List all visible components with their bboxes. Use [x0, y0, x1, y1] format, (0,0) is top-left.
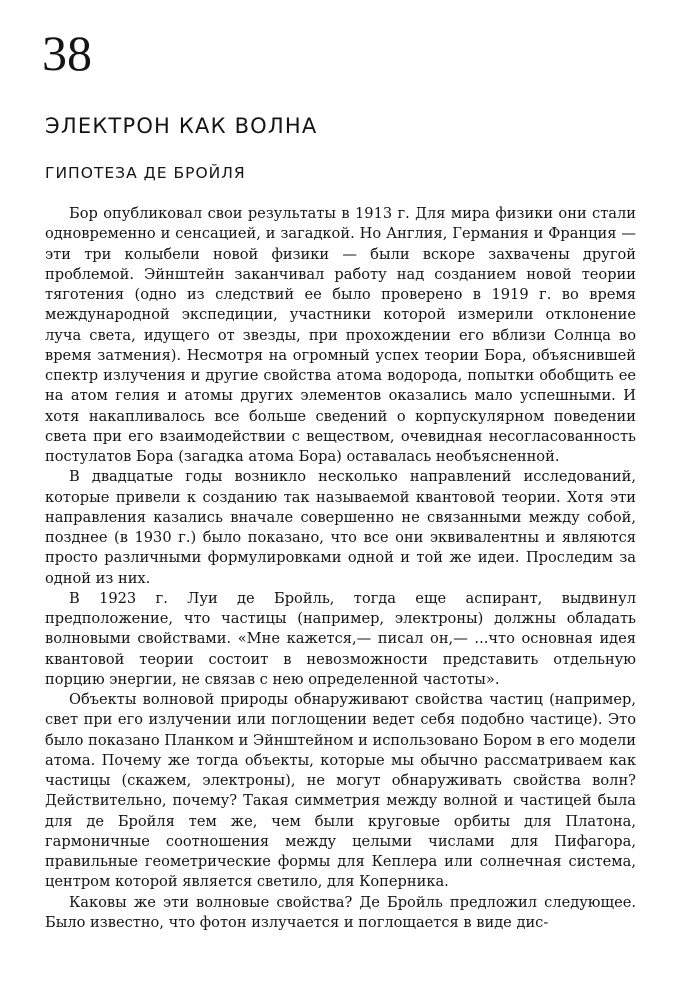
paragraph-4: Объекты волновой природы обнаруживают свойства частиц (например, свет при его излучении или поглощении ведет себя подобно частице). Это было показано Планком и Эйнштейном и использовано Бором в его модели атома. Почему же тогда объекты, которые мы обычно рассматриваем как частицы (скажем, электроны), не могут обнаруживать свойства волн? Действительно, почему? Такая симметрия между волной и частицей была для де Бройля тем же, чем были круговые орбиты для Платона, гармоничные соотношения между целыми числами для Пифагора, правильные геометрические формы для Кеплера или солнечная система, центром которой является светило, для Коперника.: [45, 691, 636, 891]
paragraph-3: В 1923 г. Луи де Бройль, тогда еще аспирант, выдвинул предположение, что частицы (например, электроны) должны обладать волновыми свойствами. «Мне кажется,— писал он,— ...что основная идея квантовой теории состоит в невозможности представить отдельную порцию энергии, не связав с нею определенной частоты».: [45, 589, 636, 688]
paragraph-5: Каковы же эти волновые свойства? Де Бройль предложил следующее. Было известно, что фотон излучается и поглощается в виде дис-: [45, 893, 636, 931]
chapter-number: 38: [42, 25, 92, 81]
paragraph-1: Бор опубликовал свои результаты в 1913 г. Для мира физики они стали одновременно и сенсацией, и загадкой. Но Англия, Германия и Франция — эти три колыбели новой физики — были вскоре захвачены другой проблемой. Эйнштейн заканчивал работу над созданием новой теории тяготения (одно из следствий ее было проверено в 1919 г. во время международной экспедиции, участники которой измерили отклонение луча света, идущего от звезды, при прохождении его вблизи Солнца во время затмения). Несмотря на огромный успех теории Бора, объяснившей спектр излучения и другие свойства атома водорода, попытки обобщить ее на атом гелия и атомы других элементов оказались мало успешными. И хотя накапливалось все больше сведений о корпускулярном поведении света при его взаимодействии с веществом, очевидная несогласованность постулатов Бора (загадка атома Бора) оставалась необъясненной.: [45, 205, 636, 465]
chapter-title: ЭЛЕКТРОН КАК ВОЛНА: [45, 114, 318, 138]
paragraph-2: В двадцатые годы возникло несколько направлений исследований, которые привели к созданию так называемой квантовой теории. Хотя эти направления казались вначале совершенно не связанными между собой, позднее (в 1930 г.) было показано, что все они эквивалентны и являются просто различными формулировками одной и той же идеи. Проследим за одной из них.: [45, 468, 636, 587]
section-title: ГИПОТЕЗА ДЕ БРОЙЛЯ: [45, 164, 246, 182]
body-text: [45, 204, 636, 933]
